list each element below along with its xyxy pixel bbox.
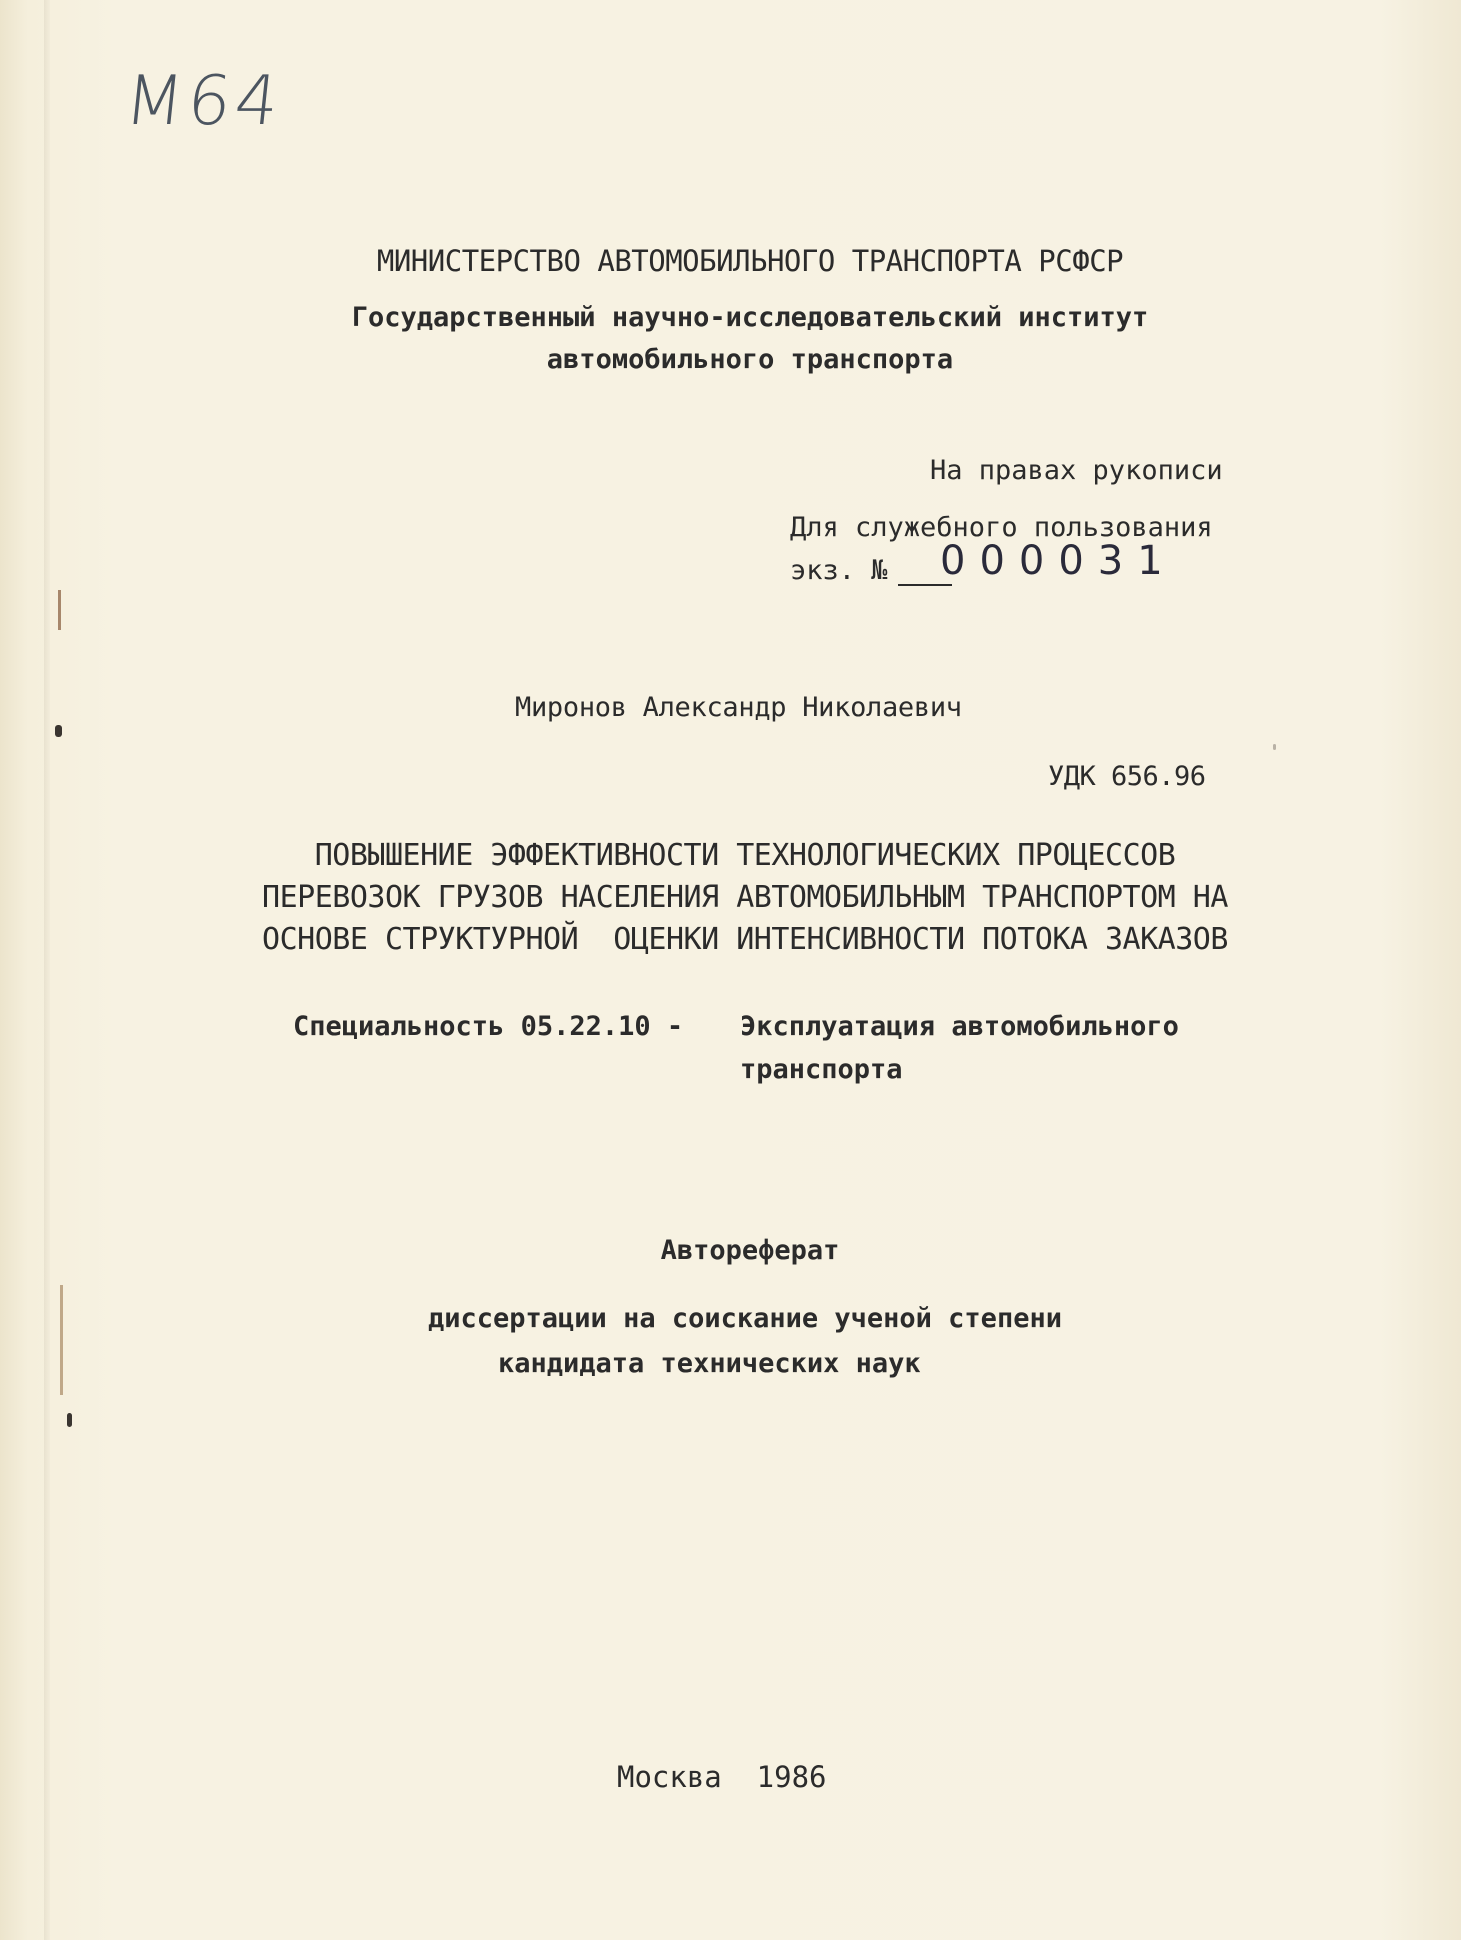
specialty-name-line-2: транспорта — [740, 1054, 903, 1085]
handwritten-mark: M64 — [120, 62, 287, 141]
title-line: ПЕРЕВОЗОК ГРУЗОВ НАСЕЛЕНИЯ АВТОМОБИЛЬНЫМ ТРАНСПОРТОМ НА — [262, 880, 1228, 915]
speck — [1273, 744, 1276, 750]
purpose-line-1: диссертации на соискание ученой степени — [428, 1303, 1062, 1334]
copy-number-stamp: 000031 — [940, 538, 1177, 584]
specialty-label: Специальность 05.22.10 - — [293, 1011, 684, 1042]
purpose-line-2: кандидата технических наук — [498, 1348, 921, 1379]
binding-edge — [44, 0, 50, 1940]
udc-code: УДК 656.96 — [1048, 761, 1206, 792]
title-line: ПОВЫШЕНИЕ ЭФФЕКТИВНОСТИ ТЕХНОЛОГИЧЕСКИХ ПРОЦЕССОВ — [314, 838, 1176, 873]
copy-label: экз. № — [790, 555, 888, 586]
punch-hole — [55, 725, 62, 737]
document-type: Автореферат — [660, 1235, 840, 1266]
city-year: Москва 1986 — [617, 1760, 827, 1794]
punch-hole — [67, 1413, 72, 1427]
service-use-notice: Для служебного пользования — [790, 512, 1213, 543]
dissertation-title — [220, 835, 1270, 961]
ministry-heading: МИНИСТЕРСТВО АВТОМОБИЛЬНОГО ТРАНСПОРТА РСФСР — [376, 244, 1124, 278]
institute-line-2: автомобильного транспорта — [546, 344, 954, 375]
rights-notice: На правах рукописи — [930, 455, 1223, 486]
binding-mark — [60, 1285, 63, 1395]
specialty-name-line-1: Эксплуатация автомобильного — [740, 1011, 1179, 1042]
title-line: ОСНОВЕ СТРУКТУРНОЙ ОЦЕНКИ ИНТЕНСИВНОСТИ ПОТОКА ЗАКАЗОВ — [262, 922, 1228, 957]
institute-line-1: Государственный научно-исследовательский институт — [351, 302, 1149, 333]
copy-number-underline — [898, 584, 952, 586]
author-name: Миронов Александр Николаевич — [515, 692, 962, 723]
binding-mark — [58, 590, 61, 630]
